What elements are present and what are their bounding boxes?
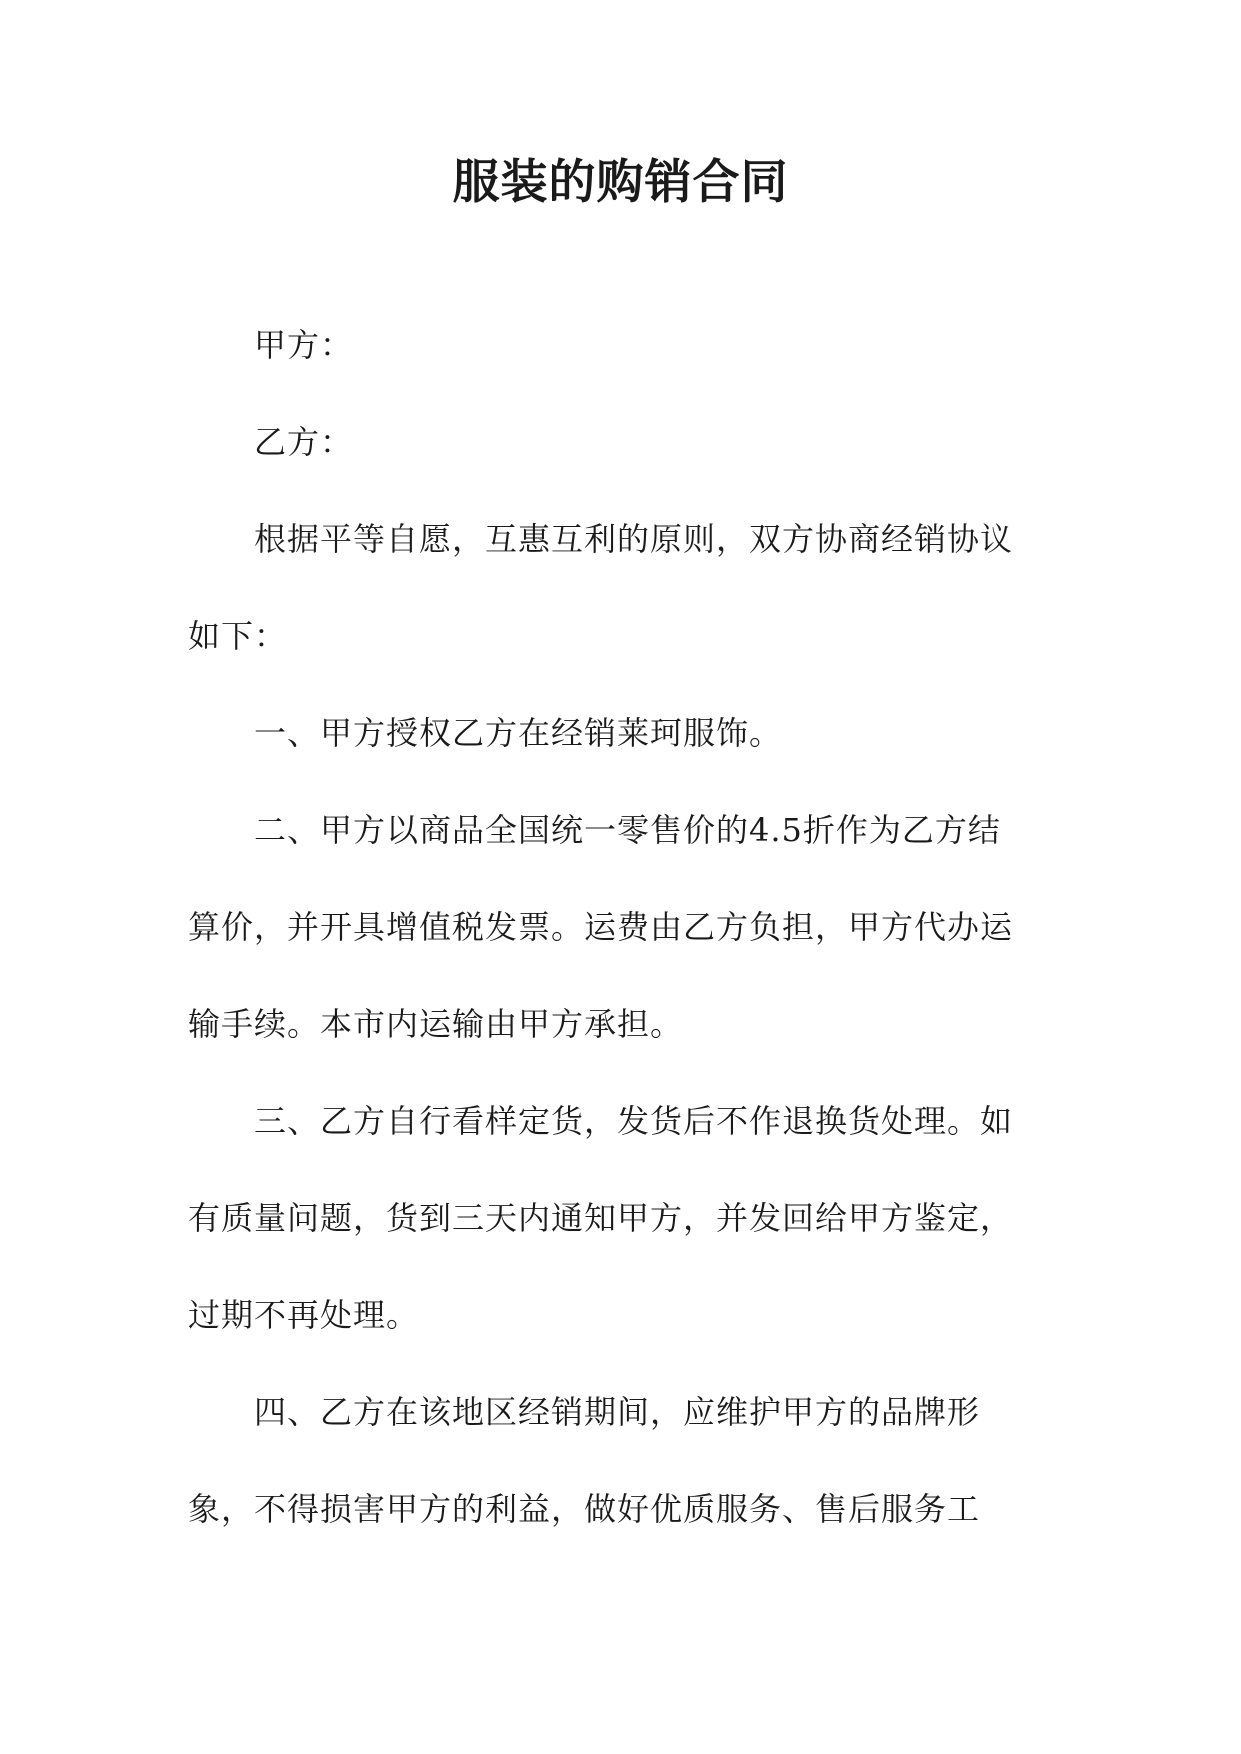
- clause-4-paragraph: 四、乙方在该地区经销期间，应维护甲方的品牌形象，不得损害甲方的利益，做好优质服务、售后服务工: [188, 1393, 981, 1528]
- clause-3-paragraph: 三、乙方自行看样定货，发货后不作退换货处理。如有质量问题，货到三天内通知甲方，并发回给甲方鉴定，过期不再处理。: [188, 1102, 1014, 1334]
- preamble-paragraph: 根据平等自愿，互惠互利的原则，双方协商经销协议如下：: [188, 520, 1014, 655]
- document-body: [188, 297, 1026, 1558]
- party-a-line: 甲方：: [254, 326, 354, 364]
- clause-2-paragraph: 二、甲方以商品全国统一零售价的4.5折作为乙方结算价，并开具增值税发票。运费由乙方负担，甲方代办运输手续。本市内运输由甲方承担。: [188, 811, 1014, 1043]
- party-b-line: 乙方：: [254, 423, 354, 461]
- clause-1-paragraph: 一、甲方授权乙方在经销莱珂服饰。: [254, 714, 783, 752]
- document-title: 服装的购销合同: [452, 155, 789, 210]
